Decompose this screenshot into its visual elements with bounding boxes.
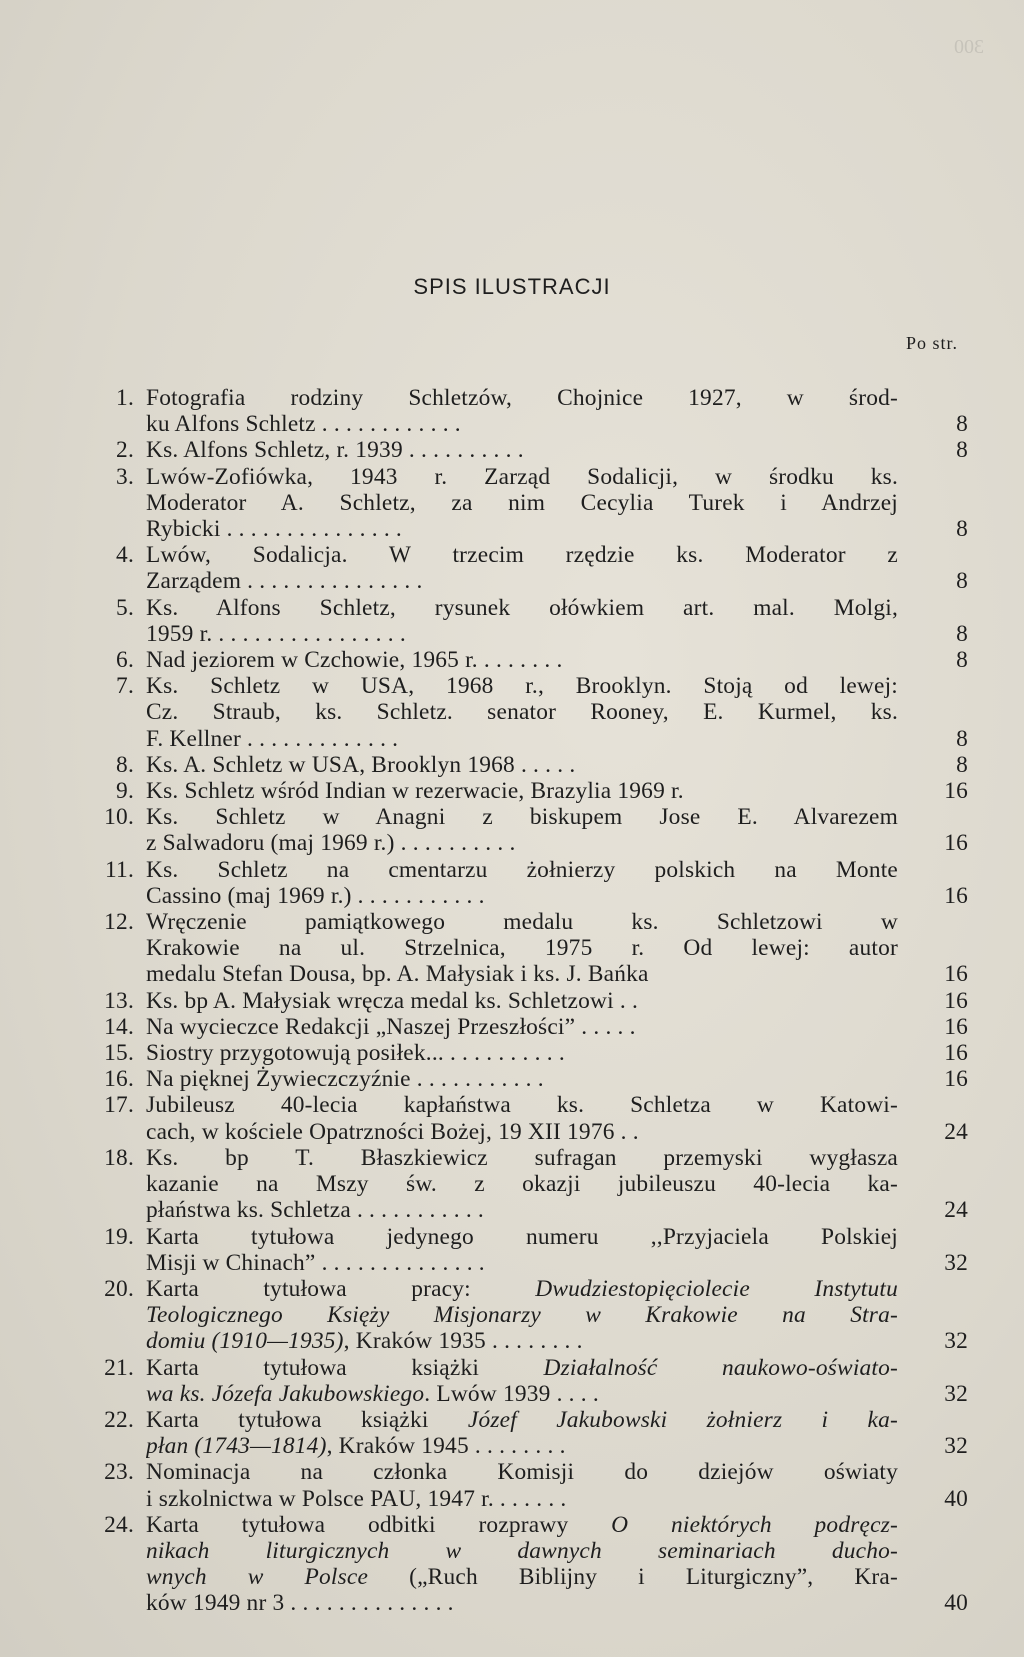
entry-page-number: 16 — [944, 1066, 968, 1093]
entry-caption-line: Karta tytułowa odbitki rozprawy O niektórych podręcz- — [146, 1511, 898, 1538]
entry-number: 15. — [104, 1040, 134, 1067]
entry-number: 5. — [116, 594, 134, 621]
entry-number: 17. — [104, 1092, 134, 1119]
entry-caption — [146, 1145, 898, 1224]
entry-caption-line: Nominacja na członka Komisji do dziejów oświaty — [146, 1459, 898, 1486]
list-item — [96, 1459, 986, 1511]
entry-caption-line: wa ks. Józefa Jakubowskiego. Lwów 1939 . . . . — [146, 1380, 599, 1407]
entry-caption — [146, 778, 898, 804]
entry-page-number: 8 — [956, 751, 968, 778]
entry-caption-line: Cz. Straub, ks. Schletz. senator Rooney, E. Kurmel, ks. — [146, 699, 898, 726]
entry-number: 6. — [116, 647, 134, 674]
entry-caption-line: Ks. Schletz w USA, 1968 r., Brooklyn. Stoją od lewej: — [146, 673, 898, 700]
entry-number: 19. — [104, 1223, 134, 1250]
list-item — [96, 1276, 986, 1355]
entry-caption-line: Siostry przygotowują posiłek... . . . . . . . . . . — [146, 1040, 565, 1067]
entry-page-number: 32 — [944, 1380, 968, 1407]
entry-caption-line: Misji w Chinach” . . . . . . . . . . . . . . — [146, 1249, 485, 1276]
entry-caption-line: medalu Stefan Dousa, bp. A. Małysiak i ks. J. Bańka — [146, 961, 649, 988]
entry-caption — [146, 1355, 898, 1407]
entry-number: 3. — [116, 463, 134, 490]
list-item — [96, 988, 986, 1014]
entry-page-number: 8 — [956, 437, 968, 464]
entry-caption-line: płan (1743—1814), Kraków 1945 . . . . . . . . — [146, 1433, 566, 1460]
entry-caption — [146, 909, 898, 988]
entry-number: 23. — [104, 1459, 134, 1486]
entry-caption-line: Ks. Alfons Schletz, r. 1939 . . . . . . . . . . — [146, 437, 524, 464]
entry-number: 24. — [104, 1511, 134, 1538]
entry-number: 2. — [116, 437, 134, 464]
entry-page-number: 16 — [944, 1013, 968, 1040]
entry-caption — [146, 595, 898, 647]
entry-page-number: 16 — [944, 830, 968, 857]
entry-page-number: 40 — [944, 1590, 968, 1617]
entry-caption-line: Karta tytułowa książki Józef Jakubowski żołnierz i ka- — [146, 1406, 898, 1433]
entry-caption — [146, 1224, 898, 1276]
entry-caption — [146, 1407, 898, 1459]
entry-caption-line: Jubileusz 40-lecia kapłaństwa ks. Schletza w Katowi- — [146, 1092, 898, 1119]
page-column-header: Po str. — [906, 333, 959, 353]
entry-number: 22. — [104, 1406, 134, 1433]
entry-page-number: 16 — [944, 987, 968, 1014]
list-item — [96, 437, 986, 463]
entry-caption-line: domiu (1910—1935), Kraków 1935 . . . . . . . . — [146, 1328, 583, 1355]
entry-caption-line: Fotografia rodziny Schletzów, Chojnice 1927, w środ- — [146, 385, 898, 411]
list-item — [96, 1040, 986, 1066]
entry-caption-line: kazanie na Mszy św. z okazji jubileuszu 40-lecia ka- — [146, 1171, 898, 1198]
entry-caption-line: ku Alfons Schletz . . . . . . . . . . . . — [146, 411, 461, 438]
list-item — [96, 752, 986, 778]
entry-number: 14. — [104, 1013, 134, 1040]
entry-caption-line: Rybicki . . . . . . . . . . . . . . . — [146, 516, 402, 543]
entry-caption-line: Krakowie na ul. Strzelnica, 1975 r. Od lewej: autor — [146, 935, 898, 962]
entry-page-number: 40 — [944, 1485, 968, 1512]
entry-number: 8. — [116, 751, 134, 778]
entry-caption-line: z Salwadoru (maj 1969 r.) . . . . . . . . . . — [146, 830, 516, 857]
entry-caption-line: Ks. Schletz w Anagni z biskupem Jose E. Alvarezem — [146, 804, 898, 831]
entry-number: 16. — [104, 1066, 134, 1093]
entry-caption-line: Na wycieczce Redakcji „Naszej Przeszłości” . . . . . — [146, 1013, 636, 1040]
entry-number: 12. — [104, 909, 134, 936]
entry-caption — [146, 385, 898, 437]
entry-caption-line: Zarządem . . . . . . . . . . . . . . . — [146, 568, 423, 595]
entry-number: 4. — [116, 542, 134, 569]
entry-caption-line: Ks. Schletz wśród Indian w rezerwacie, Brazylia 1969 r. — [146, 778, 684, 805]
entry-page-number: 8 — [956, 725, 968, 752]
entry-page-number: 8 — [956, 516, 968, 543]
entry-page-number: 32 — [944, 1328, 968, 1355]
list-item — [96, 1066, 986, 1092]
entry-caption-line: Ks. bp T. Błaszkiewicz sufragan przemyski wygłasza — [146, 1144, 898, 1171]
entry-page-number: 16 — [944, 1040, 968, 1067]
entry-caption — [146, 673, 898, 752]
entry-caption-line: Ks. bp A. Małysiak wręcza medal ks. Schletzowi . . — [146, 987, 638, 1014]
list-item — [96, 542, 986, 594]
entry-caption-line: Na pięknej Żywieczczyźnie . . . . . . . . . . . — [146, 1066, 544, 1093]
entry-number: 1. — [116, 385, 134, 411]
entry-caption — [146, 1040, 898, 1066]
entry-caption-line: Cassino (maj 1969 r.) . . . . . . . . . . . — [146, 882, 485, 909]
entry-caption — [146, 647, 898, 673]
entry-page-number: 16 — [944, 961, 968, 988]
list-item — [96, 464, 986, 543]
entry-page-number: 24 — [944, 1118, 968, 1145]
entry-caption-line: Lwów-Zofiówka, 1943 r. Zarząd Sodalicji, w środku ks. — [146, 463, 898, 490]
entry-caption-line: Lwów, Sodalicja. W trzecim rzędzie ks. Moderator z — [146, 542, 898, 569]
entry-caption-line: Karta tytułowa jedynego numeru ,,Przyjaciela Polskiej — [146, 1223, 898, 1250]
illustration-list — [96, 385, 986, 1617]
entry-caption — [146, 1276, 898, 1355]
entry-caption — [146, 1066, 898, 1092]
list-item — [96, 673, 986, 752]
entry-caption-line: cach, w kościele Opatrzności Bożej, 19 XII 1976 . . — [146, 1118, 639, 1145]
entry-number: 20. — [104, 1275, 134, 1302]
entry-number: 7. — [116, 673, 134, 700]
entry-page-number: 8 — [956, 568, 968, 595]
entry-caption-line: 1959 r. . . . . . . . . . . . . . . . . — [146, 620, 406, 647]
list-item — [96, 1355, 986, 1407]
entry-caption — [146, 752, 898, 778]
entry-number: 10. — [104, 804, 134, 831]
entry-caption — [146, 1092, 898, 1144]
list-item — [96, 595, 986, 647]
list-item — [96, 1014, 986, 1040]
entry-page-number: 32 — [944, 1249, 968, 1276]
list-item — [96, 1145, 986, 1224]
entry-number: 21. — [104, 1354, 134, 1381]
entry-page-number: 8 — [956, 647, 968, 674]
entry-number: 13. — [104, 987, 134, 1014]
entry-caption-line: F. Kellner . . . . . . . . . . . . . — [146, 725, 399, 752]
entry-caption — [146, 804, 898, 856]
list-item — [96, 1407, 986, 1459]
entry-number: 9. — [116, 778, 134, 805]
entry-caption — [146, 542, 898, 594]
entry-caption-line: i szkolnictwa w Polsce PAU, 1947 r. . . . . . . — [146, 1485, 567, 1512]
entry-caption — [146, 1459, 898, 1511]
list-item — [96, 909, 986, 988]
entry-caption-line: Karta tytułowa pracy: Dwudziestopięciolecie Instytutu — [146, 1275, 898, 1302]
entry-page-number: 8 — [956, 620, 968, 647]
entry-caption-line: Karta tytułowa książki Działalność naukowo-oświato- — [146, 1354, 898, 1381]
entry-caption-line: nikach liturgicznych w dawnych seminariach ducho- — [146, 1537, 898, 1564]
list-item — [96, 804, 986, 856]
entry-caption — [146, 857, 898, 909]
entry-number: 18. — [104, 1144, 134, 1171]
entry-page-number: 24 — [944, 1197, 968, 1224]
entry-caption-line: Ks. Alfons Schletz, rysunek ołówkiem art. mal. Molgi, — [146, 594, 898, 621]
entry-caption-line: Ks. Schletz na cmentarzu żołnierzy polskich na Monte — [146, 856, 898, 883]
list-item — [96, 1092, 986, 1144]
entry-caption — [146, 1512, 898, 1617]
entry-page-number: 8 — [956, 411, 968, 438]
entry-page-number: 16 — [944, 882, 968, 909]
entry-page-number: 32 — [944, 1433, 968, 1460]
entry-caption-line: Nad jeziorem w Czchowie, 1965 r. . . . . . . . — [146, 647, 563, 674]
entry-caption — [146, 464, 898, 543]
list-item — [96, 385, 986, 437]
entry-page-number: 16 — [944, 778, 968, 805]
entry-caption — [146, 1014, 898, 1040]
list-item — [96, 778, 986, 804]
list-item — [96, 857, 986, 909]
entry-caption — [146, 437, 898, 463]
list-item — [96, 1512, 986, 1617]
page-title: SPIS ILUSTRACJI — [413, 274, 611, 299]
entry-caption-line: wnych w Polsce („Ruch Biblijny i Liturgiczny”, Kra- — [146, 1564, 898, 1591]
entry-caption-line: Teologicznego Księży Misjonarzy w Krakowie na Stra- — [146, 1302, 898, 1329]
entry-caption — [146, 988, 898, 1014]
bleed-through-page-number: 300 — [954, 36, 984, 58]
entry-caption-line: ków 1949 nr 3 . . . . . . . . . . . . . . — [146, 1590, 454, 1617]
entry-caption-line: Moderator A. Schletz, za nim Cecylia Turek i Andrzej — [146, 489, 898, 516]
list-item — [96, 1224, 986, 1276]
list-item — [96, 647, 986, 673]
entry-number: 11. — [105, 856, 134, 883]
entry-caption-line: płaństwa ks. Schletza . . . . . . . . . . . — [146, 1197, 484, 1224]
entry-caption-line: Ks. A. Schletz w USA, Brooklyn 1968 . . . . . — [146, 751, 576, 778]
entry-caption-line: Wręczenie pamiątkowego medalu ks. Schletzowi w — [146, 909, 898, 936]
